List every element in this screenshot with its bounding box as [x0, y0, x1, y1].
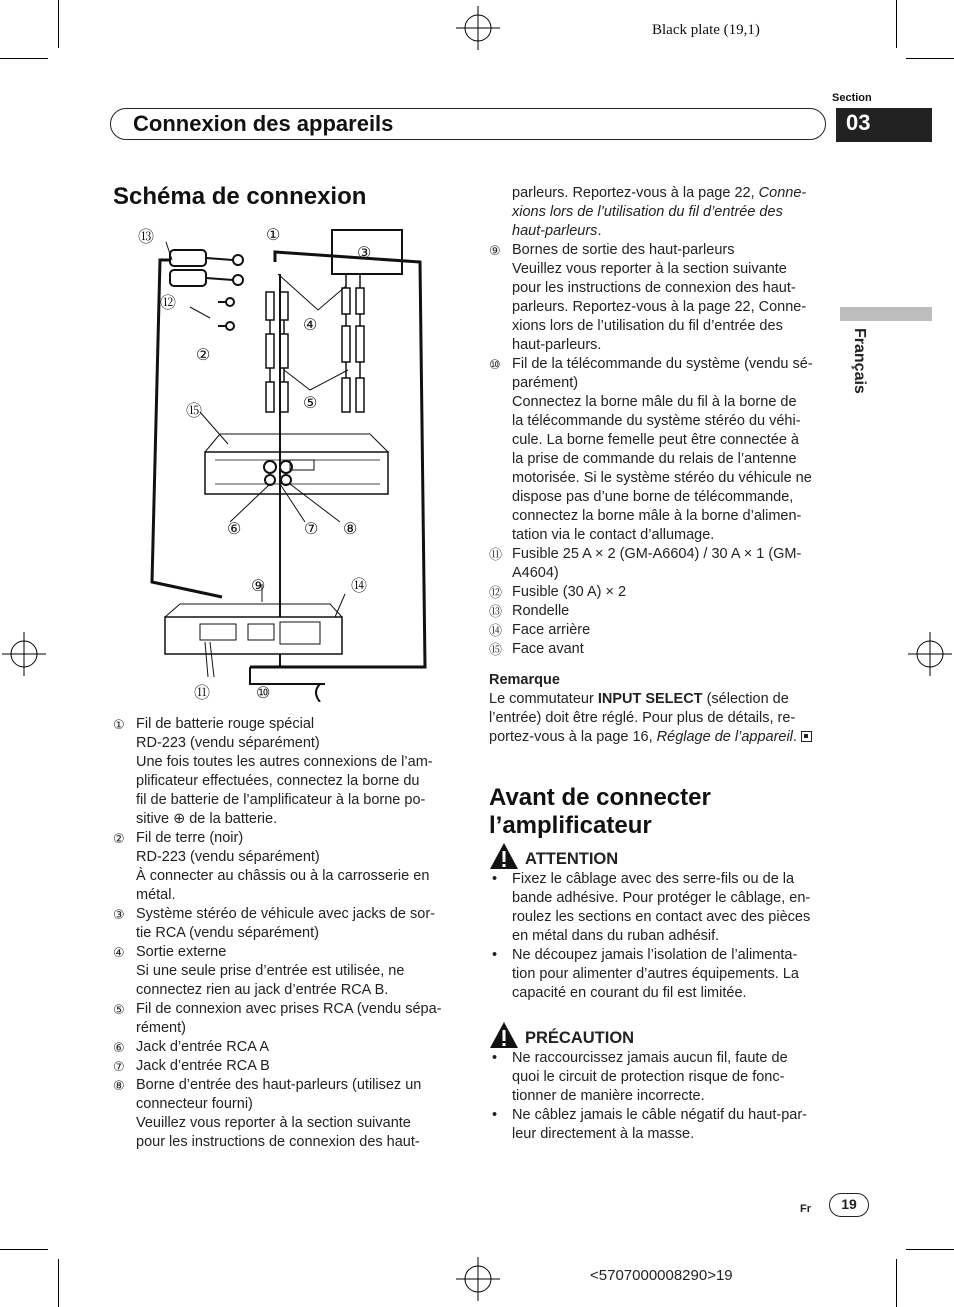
legend-item: ⑬ Rondelle [489, 603, 570, 619]
legend-item: ① Fil de batterie rouge spécial RD-223 (vendu séparément) Une fois toutes les autres connexions de l’am- plificateur effectuées, connectez la borne du fil de batterie de l’amplificateur à la borne po- sitive ⊕ de la batterie. [113, 716, 433, 827]
heading-avant: Avant de connecter l’amplificateur [489, 784, 711, 839]
warning-icon [489, 1021, 519, 1049]
diagram-label: ④ [303, 317, 318, 334]
legend-item: ⑨ Bornes de sortie des haut-parleurs Veuillez vous reporter à la section suivante pour les instructions de connexion des haut- parleurs. Reportez-vous à la page 22, Conne- xions lors de l’utilisation du fil d’entrée des haut-parleurs. [489, 242, 807, 353]
diagram-label: ⑧ [343, 521, 358, 538]
crop-mark [906, 58, 954, 59]
diagram-label: ⑨ [251, 578, 266, 595]
legend-item: ⑪ Fusible 25 A × 2 (GM-A6604) / 30 A × 1 (GM- A4604) [489, 546, 802, 581]
registration-mark [456, 1257, 500, 1301]
diagram-label: ⑫ [160, 295, 177, 312]
crop-mark [896, 1259, 897, 1307]
legend-item: ④ Sortie externe Si une seule prise d’entrée est utilisée, ne connectez rien au jack d’entrée RCA B. [113, 944, 405, 998]
attention-bullet: • Fixez le câblage avec des serre-fils ou de la bande adhésive. Pour protéger le câblage, en- roulez les sections en contact avec des pièces en métal dans du ruban adhésif. [492, 871, 811, 944]
remarque-title: Remarque [489, 672, 560, 688]
legend-item: ⑩ Fil de la télécommande du système (vendu sé- parément) Connectez la borne mâle du fil à la borne de la télécommande du système stéréo du véhi- cule. La borne femelle peut être connectée à la prise de commande du relais de l’antenne motorisée. Si le système stéréo du véhicule ne dispose pas d’une borne de télécommande, connectez la borne mâle à la borne d’alimen- tation via le contact d’allumage. [489, 356, 813, 543]
language-tab-label: Français [851, 328, 868, 394]
page-number: 19 [829, 1193, 869, 1217]
legend-item: ⑦ Jack d’entrée RCA B [113, 1058, 270, 1074]
right-legend [489, 184, 834, 747]
crop-mark [906, 1249, 954, 1250]
amp-front-panel [205, 452, 388, 494]
crop-mark [58, 1259, 59, 1307]
legend-item: ⑭ Face arrière [489, 622, 591, 638]
diagram-label: ⑭ [351, 578, 368, 595]
left-legend [113, 715, 458, 1152]
heading-schema: Schéma de connexion [113, 183, 367, 210]
crop-mark [0, 58, 48, 59]
legend-item: ⑮ Face avant [489, 641, 584, 657]
diagram-label: ② [196, 347, 211, 364]
legend-item: ⑥ Jack d’entrée RCA A [113, 1039, 269, 1055]
diagram-label: ⑥ [227, 521, 242, 538]
section-label: Section [832, 92, 872, 104]
attention-header: ATTENTION [489, 842, 834, 870]
diagram-label: ⑦ [304, 521, 319, 538]
remarque-text: Le commutateur INPUT SELECT (sélection de l’entrée) doit être réglé. Pour plus de détails, re- portez-vous à la page 16, Réglage de l’appareil. [489, 690, 834, 747]
language-tab-bar [840, 307, 932, 321]
footer-language: Fr [800, 1203, 811, 1215]
diagram-label: ⑪ [194, 685, 211, 702]
legend-item: ② Fil de terre (noir) RD-223 (vendu séparément) À connecter au châssis ou à la carrosserie en métal. [113, 830, 430, 903]
wiring-diagram [130, 222, 450, 702]
legend-item: ⑧ Borne d’entrée des haut-parleurs (utilisez un connecteur fourni) Veuillez vous reporter à la section suivante pour les instructions de connexion des haut- [113, 1077, 422, 1150]
header-title: Connexion des appareils [133, 111, 394, 136]
amp-rear-panel [165, 617, 342, 654]
attention-block [489, 842, 834, 1003]
precaution-header: PRÉCAUTION [489, 1021, 834, 1049]
diagram-label: ⑤ [303, 395, 318, 412]
crop-mark [0, 1249, 48, 1250]
legend-item: ⑫ Fusible (30 A) × 2 [489, 584, 627, 600]
legend-item: ③ Système stéréo de véhicule avec jacks de sor- tie RCA (vendu séparément) [113, 906, 435, 941]
fuse-holder [170, 270, 206, 286]
crop-mark [896, 0, 897, 48]
header-bar [110, 108, 826, 140]
barcode-text: <5707000008290>19 [590, 1267, 733, 1284]
fuse-holder [170, 250, 206, 266]
end-mark-icon [801, 731, 812, 742]
warning-icon [489, 842, 519, 870]
registration-mark [2, 632, 46, 676]
diagram-label: ⑬ [138, 229, 155, 246]
registration-mark [908, 632, 952, 676]
legend-continuation: parleurs. Reportez-vous à la page 22, Conne- xions lors de l’utilisation du fil d’entrée des haut-parleurs. [512, 185, 807, 239]
crop-mark [58, 0, 59, 48]
diagram-label: ⑩ [256, 685, 271, 702]
precaution-bullet: • Ne raccourcissez jamais aucun fil, faute de quoi le circuit de protection risque de fonc- tionner de manière incorrecte. [492, 1050, 788, 1104]
precaution-bullet: • Ne câblez jamais le câble négatif du haut-par- leur directement à la masse. [492, 1107, 807, 1142]
diagram-label: ③ [357, 245, 372, 262]
attention-bullet: • Ne découpez jamais l’isolation de l’alimenta- tion pour alimenter d’autres équipements. La capacité en courant du fil est limitée. [492, 947, 799, 1001]
diagram-label: ⑮ [186, 403, 203, 420]
wire [250, 252, 425, 667]
legend-item: ⑤ Fil de connexion avec prises RCA (vendu sépa- rément) [113, 1001, 442, 1036]
diagram-label: ① [266, 227, 281, 244]
registration-mark [456, 6, 500, 50]
precaution-block [489, 1021, 834, 1144]
plate-label: Black plate (19,1) [652, 22, 760, 38]
section-number: 03 [836, 108, 932, 142]
